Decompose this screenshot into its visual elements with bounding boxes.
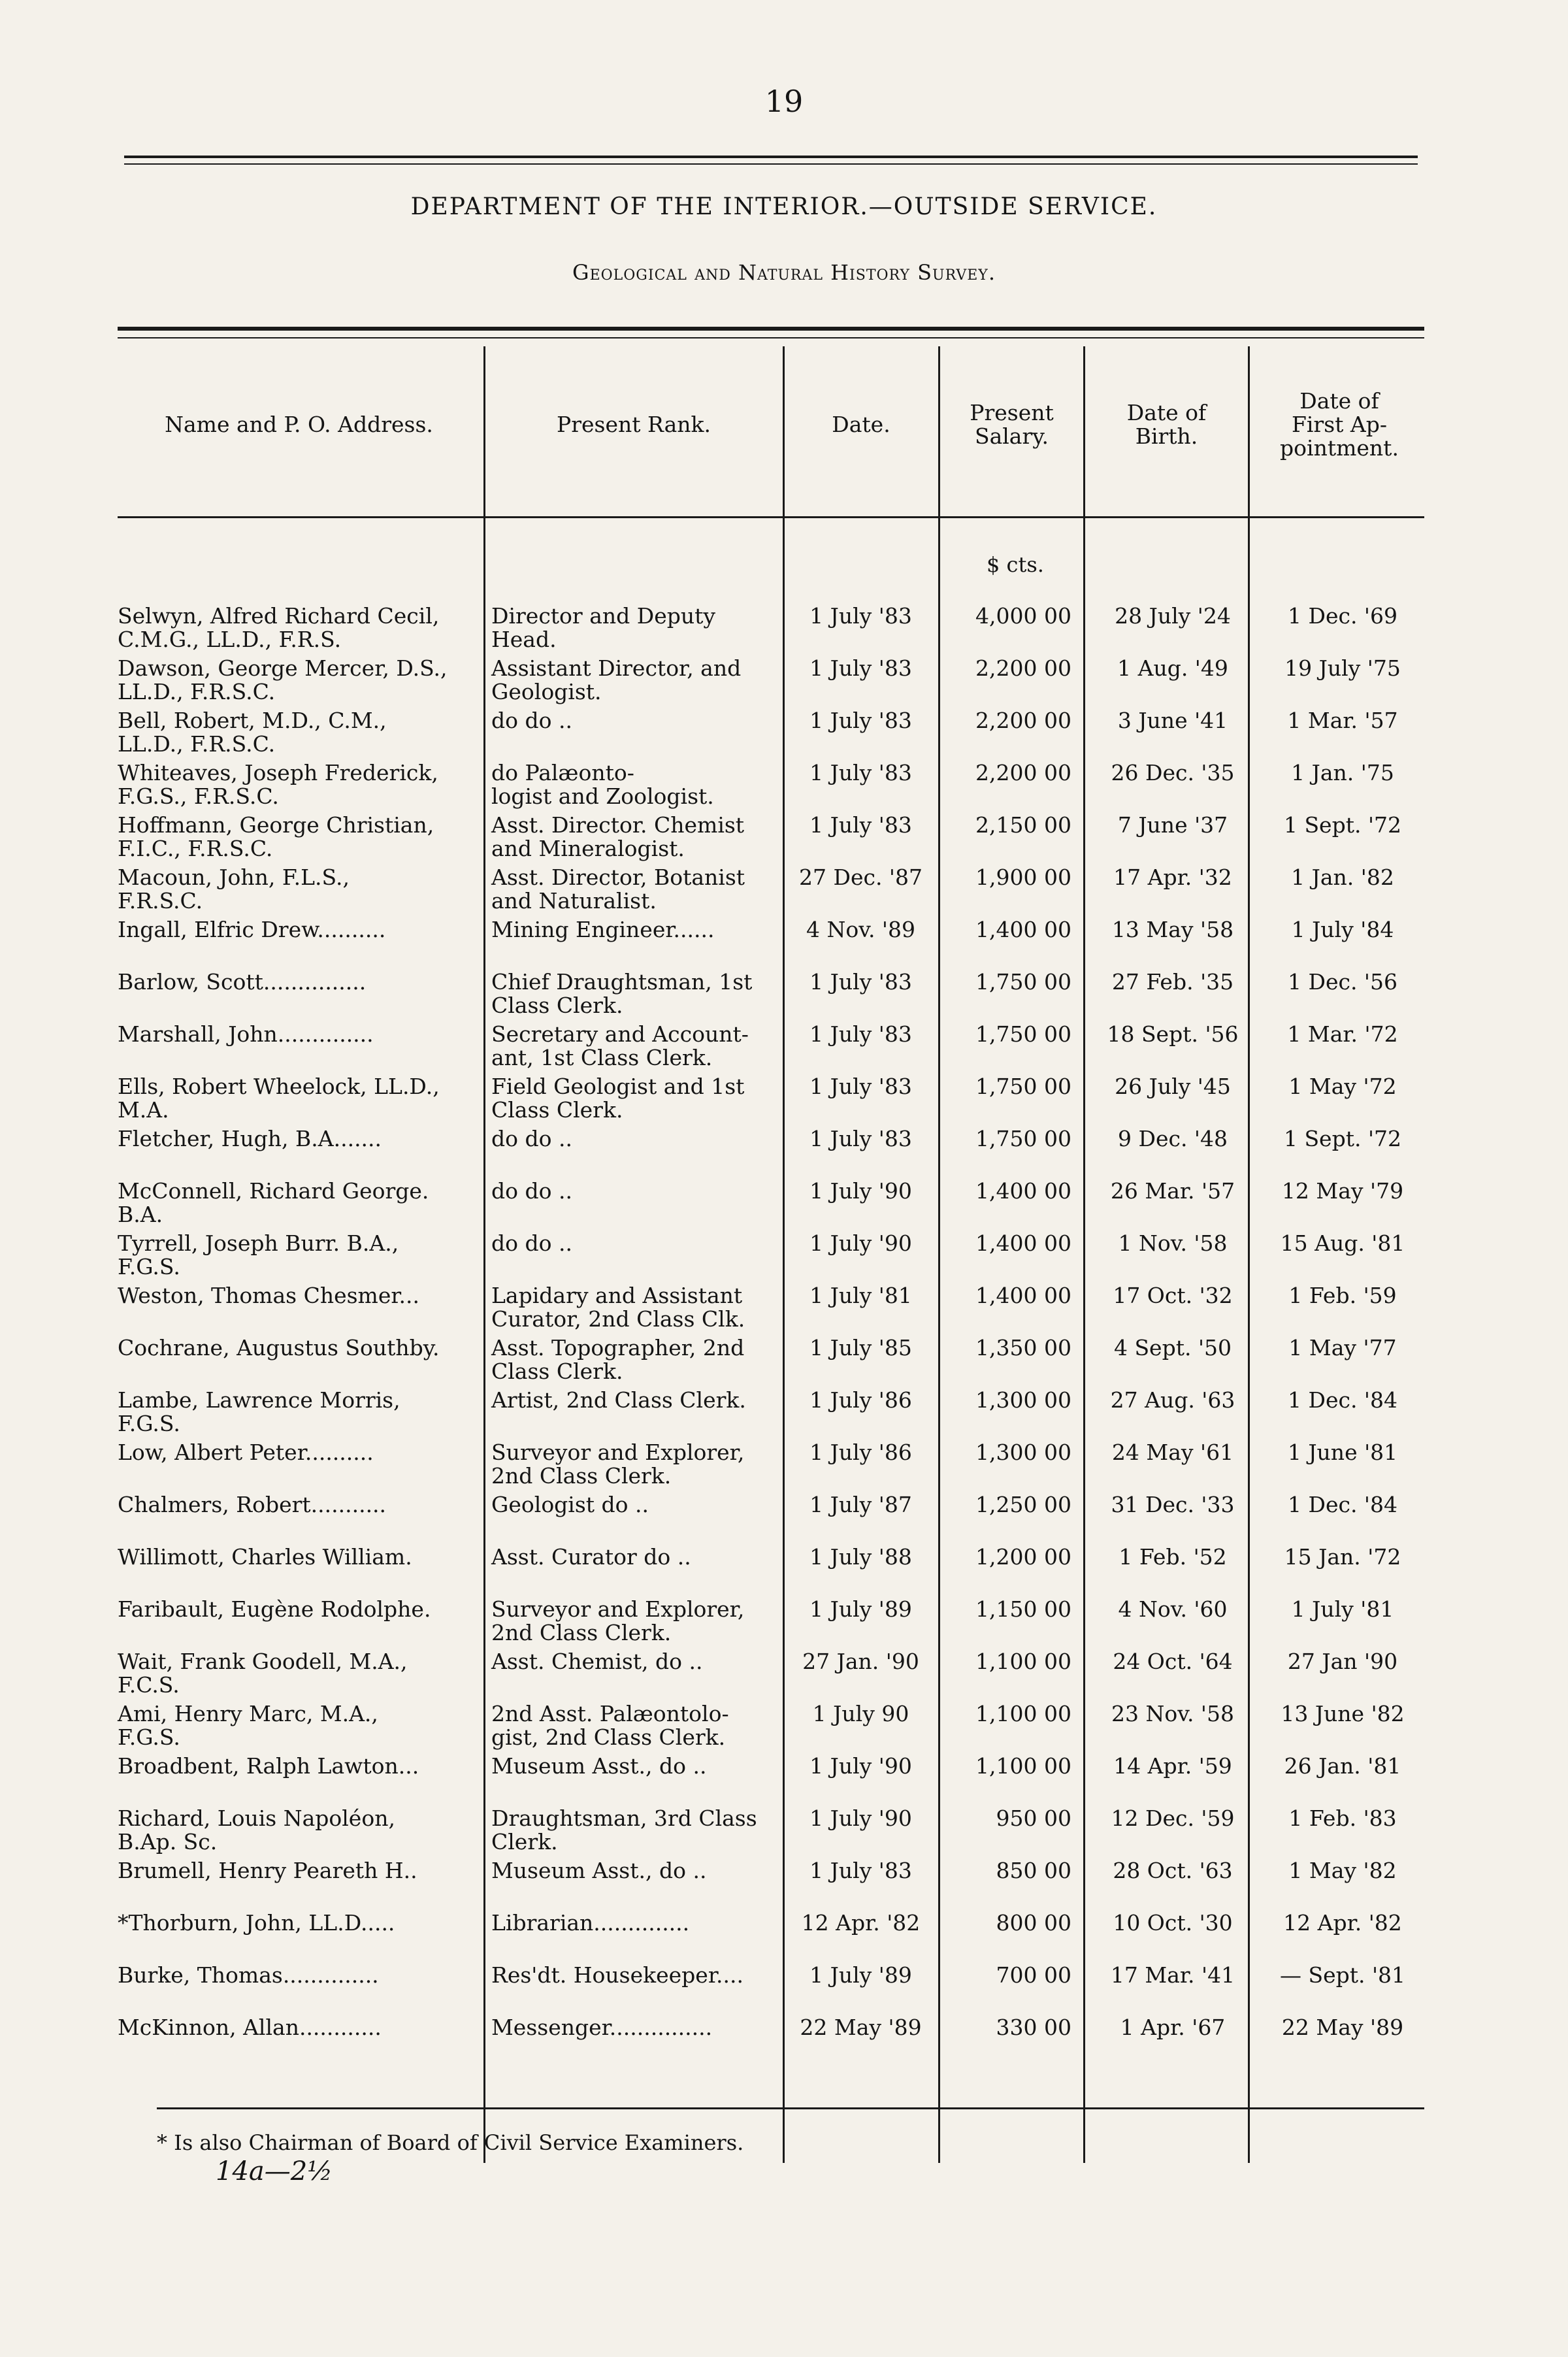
header-first-appointment: Date of First Ap- pointment. bbox=[1280, 388, 1399, 461]
row-date: 1 July '88 bbox=[809, 1544, 912, 1570]
row-name: Low, Albert Peter.......... bbox=[118, 1440, 374, 1465]
table-row bbox=[0, 970, 1568, 1023]
row-birth-date: 24 May '61 bbox=[1111, 1440, 1234, 1465]
row-first-appointment: 19 July '75 bbox=[1284, 655, 1401, 681]
row-rank: Asst. Director. Chemist and Mineralogist. bbox=[491, 812, 745, 861]
header-birth: Date of Birth. bbox=[1126, 400, 1207, 449]
table-row bbox=[0, 1493, 1568, 1545]
row-first-appointment: 12 Apr. '82 bbox=[1283, 1910, 1402, 1936]
row-birth-date: 1 Apr. '67 bbox=[1120, 2015, 1226, 2040]
header-rule-bottom bbox=[118, 516, 1424, 518]
table-row bbox=[0, 1441, 1568, 1493]
row-salary: 1,300 00 bbox=[975, 1440, 1071, 1465]
row-name: Wait, Frank Goodell, M.A., F.C.S. bbox=[118, 1649, 408, 1698]
table-row bbox=[0, 1650, 1568, 1702]
table-row bbox=[0, 1545, 1568, 1598]
page-number: 19 bbox=[764, 84, 804, 119]
table-row bbox=[0, 918, 1568, 970]
header-rule-top bbox=[118, 327, 1424, 331]
row-date: 1 July '83 bbox=[809, 812, 912, 838]
row-rank: Director and Deputy Head. bbox=[491, 603, 716, 652]
row-rank: 2nd Asst. Palæontolo- gist, 2nd Class Clerk. bbox=[491, 1701, 729, 1750]
row-name: Burke, Thomas.............. bbox=[118, 1962, 379, 1988]
row-date: 1 July '83 bbox=[809, 1858, 912, 1883]
row-name: Ells, Robert Wheelock, LL.D., M.A. bbox=[118, 1074, 440, 1123]
row-rank: Res'dt. Housekeeper.... bbox=[491, 1962, 743, 1988]
row-rank: Assistant Director, and Geologist. bbox=[491, 655, 742, 704]
row-salary: 2,200 00 bbox=[975, 655, 1071, 681]
row-first-appointment: 1 July '81 bbox=[1291, 1596, 1394, 1622]
table-row bbox=[0, 657, 1568, 709]
row-name: McConnell, Richard George. B.A. bbox=[118, 1178, 429, 1227]
table-row bbox=[0, 1859, 1568, 1911]
row-date: 1 July '83 bbox=[809, 1021, 912, 1047]
top-rule-thin bbox=[124, 163, 1418, 165]
row-birth-date: 27 Aug. '63 bbox=[1110, 1387, 1235, 1413]
table-row bbox=[0, 866, 1568, 918]
row-date: 1 July '85 bbox=[809, 1335, 912, 1360]
row-birth-date: 12 Dec. '59 bbox=[1111, 1805, 1235, 1831]
page-title: DEPARTMENT OF THE INTERIOR.—OUTSIDE SERVICE. bbox=[410, 193, 1158, 220]
row-first-appointment: 1 Jan. '82 bbox=[1291, 865, 1394, 890]
row-name: Barlow, Scott............... bbox=[118, 969, 367, 995]
row-birth-date: 4 Sept. '50 bbox=[1113, 1335, 1232, 1360]
row-name: Brumell, Henry Peareth H.. bbox=[118, 1858, 417, 1883]
row-salary: 330 00 bbox=[996, 2015, 1071, 2040]
row-salary: 2,200 00 bbox=[975, 708, 1071, 733]
row-date: 1 July '89 bbox=[809, 1596, 912, 1622]
table-row bbox=[0, 1075, 1568, 1127]
row-birth-date: 17 Mar. '41 bbox=[1110, 1962, 1235, 1988]
table-row bbox=[0, 1232, 1568, 1284]
row-first-appointment: 22 May '89 bbox=[1281, 2015, 1404, 2040]
row-salary: 1,100 00 bbox=[975, 1649, 1071, 1674]
row-rank: Messenger............... bbox=[491, 2015, 713, 2040]
row-salary: 1,750 00 bbox=[975, 969, 1071, 995]
row-birth-date: 1 Aug. '49 bbox=[1117, 655, 1228, 681]
row-salary: 1,250 00 bbox=[975, 1492, 1071, 1517]
row-name: Selwyn, Alfred Richard Cecil, C.M.G., LL.D., F.R.S. bbox=[118, 603, 440, 652]
row-first-appointment: 1 Mar. '57 bbox=[1287, 708, 1398, 733]
row-rank: Field Geologist and 1st Class Clerk. bbox=[491, 1074, 745, 1123]
row-salary: 1,400 00 bbox=[975, 1230, 1071, 1256]
row-name: Lambe, Lawrence Morris, F.G.S. bbox=[118, 1387, 400, 1436]
row-salary: 1,750 00 bbox=[975, 1126, 1071, 1151]
row-rank: Mining Engineer...... bbox=[491, 917, 715, 942]
row-date: 1 July '90 bbox=[809, 1178, 912, 1204]
row-name: Richard, Louis Napoléon, B.Ap. Sc. bbox=[118, 1805, 395, 1854]
row-name: *Thorburn, John, LL.D..... bbox=[118, 1910, 395, 1936]
row-first-appointment: 12 May '79 bbox=[1281, 1178, 1404, 1204]
row-first-appointment: 1 June '81 bbox=[1287, 1440, 1398, 1465]
row-date: 22 May '89 bbox=[800, 2015, 922, 2040]
row-first-appointment: 1 Sept. '72 bbox=[1283, 812, 1402, 838]
row-birth-date: 1 Nov. '58 bbox=[1118, 1230, 1228, 1256]
row-salary: 800 00 bbox=[996, 1910, 1071, 1936]
row-birth-date: 17 Apr. '32 bbox=[1113, 865, 1232, 890]
table-row bbox=[0, 709, 1568, 761]
row-rank: do do .. bbox=[491, 708, 572, 733]
row-name: Ami, Henry Marc, M.A., F.G.S. bbox=[118, 1701, 378, 1750]
header-rank: Present Rank. bbox=[557, 412, 711, 437]
table-row bbox=[0, 2016, 1568, 2068]
row-birth-date: 26 Dec. '35 bbox=[1111, 760, 1235, 785]
row-rank: Museum Asst., do .. bbox=[491, 1858, 707, 1883]
page-subtitle: Geological and Natural History Survey. bbox=[572, 260, 996, 285]
row-date: 1 July '83 bbox=[809, 760, 912, 785]
row-name: Weston, Thomas Chesmer... bbox=[118, 1283, 419, 1308]
row-rank: Museum Asst., do .. bbox=[491, 1753, 707, 1779]
row-birth-date: 28 July '24 bbox=[1115, 603, 1231, 629]
row-salary: 2,150 00 bbox=[975, 812, 1071, 838]
row-date: 1 July '90 bbox=[809, 1753, 912, 1779]
row-birth-date: 28 Oct. '63 bbox=[1113, 1858, 1233, 1883]
row-salary: 1,750 00 bbox=[975, 1021, 1071, 1047]
row-date: 27 Dec. '87 bbox=[799, 865, 923, 890]
table-row bbox=[0, 1911, 1568, 1964]
row-rank: Surveyor and Explorer, 2nd Class Clerk. bbox=[491, 1596, 745, 1645]
row-rank: do Palæonto- logist and Zoologist. bbox=[491, 760, 714, 809]
row-name: Marshall, John.............. bbox=[118, 1021, 374, 1047]
row-name: Ingall, Elfric Drew.......... bbox=[118, 917, 386, 942]
row-birth-date: 14 Apr. '59 bbox=[1113, 1753, 1232, 1779]
row-salary: 1,100 00 bbox=[975, 1701, 1071, 1726]
row-date: 12 Apr. '82 bbox=[801, 1910, 921, 1936]
row-salary: 1,400 00 bbox=[975, 1283, 1071, 1308]
header-salary: Present Salary. bbox=[970, 400, 1054, 449]
row-rank: do do .. bbox=[491, 1230, 572, 1256]
row-first-appointment: 1 Dec. '84 bbox=[1288, 1492, 1397, 1517]
row-date: 1 July '83 bbox=[809, 1126, 912, 1151]
row-name: Chalmers, Robert........... bbox=[118, 1492, 387, 1517]
row-date: 1 July '83 bbox=[809, 603, 912, 629]
row-first-appointment: 1 July '84 bbox=[1291, 917, 1394, 942]
row-first-appointment: 1 Feb. '59 bbox=[1288, 1283, 1397, 1308]
row-name: Cochrane, Augustus Southby. bbox=[118, 1335, 440, 1360]
row-name: Tyrrell, Joseph Burr. B.A., F.G.S. bbox=[118, 1230, 399, 1279]
row-birth-date: 7 June '37 bbox=[1117, 812, 1228, 838]
footnote: * Is also Chairman of Board of Civil Service Examiners. bbox=[157, 2130, 744, 2155]
row-birth-date: 10 Oct. '30 bbox=[1113, 1910, 1233, 1936]
row-salary: 700 00 bbox=[996, 1962, 1071, 1988]
row-name: Whiteaves, Joseph Frederick, F.G.S., F.R.S.C. bbox=[118, 760, 438, 809]
row-first-appointment: 1 Jan. '75 bbox=[1291, 760, 1394, 785]
row-first-appointment: 13 June '82 bbox=[1281, 1701, 1405, 1726]
row-date: 4 Nov. '89 bbox=[806, 917, 915, 942]
row-rank: do do .. bbox=[491, 1126, 572, 1151]
row-birth-date: 24 Oct. '64 bbox=[1113, 1649, 1233, 1674]
row-first-appointment: 1 May '77 bbox=[1288, 1335, 1397, 1360]
row-name: McKinnon, Allan............ bbox=[118, 2015, 382, 2040]
table-bottom-rule bbox=[157, 2107, 1424, 2109]
row-first-appointment: 26 Jan. '81 bbox=[1284, 1753, 1401, 1779]
table-row bbox=[0, 604, 1568, 657]
row-date: 1 July '86 bbox=[809, 1387, 912, 1413]
row-first-appointment: 1 Dec. '56 bbox=[1288, 969, 1397, 995]
row-salary: 1,100 00 bbox=[975, 1753, 1071, 1779]
row-salary: 1,400 00 bbox=[975, 917, 1071, 942]
row-birth-date: 1 Feb. '52 bbox=[1119, 1544, 1227, 1570]
header-rule-top-thin bbox=[118, 337, 1424, 338]
row-date: 1 July '83 bbox=[809, 655, 912, 681]
row-rank: Asst. Topographer, 2nd Class Clerk. bbox=[491, 1335, 745, 1384]
row-date: 1 July '90 bbox=[809, 1230, 912, 1256]
top-rule bbox=[124, 156, 1418, 158]
row-salary: 1,300 00 bbox=[975, 1387, 1071, 1413]
row-birth-date: 3 June '41 bbox=[1117, 708, 1228, 733]
row-date: 1 July '81 bbox=[809, 1283, 912, 1308]
row-date: 1 July '83 bbox=[809, 708, 912, 733]
row-rank: Librarian.............. bbox=[491, 1910, 690, 1936]
table-row bbox=[0, 1598, 1568, 1650]
row-salary: 1,150 00 bbox=[975, 1596, 1071, 1622]
row-rank: Artist, 2nd Class Clerk. bbox=[491, 1387, 746, 1413]
row-first-appointment: 1 Sept. '72 bbox=[1283, 1126, 1402, 1151]
row-birth-date: 31 Dec. '33 bbox=[1111, 1492, 1235, 1517]
table-row bbox=[0, 1284, 1568, 1336]
row-rank: do do .. bbox=[491, 1178, 572, 1204]
row-salary: 1,750 00 bbox=[975, 1074, 1071, 1099]
row-birth-date: 13 May '58 bbox=[1111, 917, 1234, 942]
table-row bbox=[0, 1179, 1568, 1232]
table-row bbox=[0, 761, 1568, 814]
row-salary: 850 00 bbox=[996, 1858, 1071, 1883]
row-rank: Asst. Curator do .. bbox=[491, 1544, 691, 1570]
row-rank: Asst. Director, Botanist and Naturalist. bbox=[491, 865, 745, 914]
row-date: 1 July '83 bbox=[809, 1074, 912, 1099]
row-salary: 2,200 00 bbox=[975, 760, 1071, 785]
table-row bbox=[0, 1702, 1568, 1755]
row-first-appointment: 1 May '82 bbox=[1288, 1858, 1397, 1883]
row-first-appointment: 1 Mar. '72 bbox=[1287, 1021, 1398, 1047]
header-name: Name and P. O. Address. bbox=[165, 412, 433, 437]
row-rank: Draughtsman, 3rd Class Clerk. bbox=[491, 1805, 757, 1854]
row-date: 1 July '83 bbox=[809, 969, 912, 995]
row-rank: Secretary and Account- ant, 1st Class Clerk. bbox=[491, 1021, 749, 1070]
row-birth-date: 18 Sept. '56 bbox=[1107, 1021, 1239, 1047]
row-name: Hoffmann, George Christian, F.I.C., F.R.S.C. bbox=[118, 812, 434, 861]
row-date: 27 Jan. '90 bbox=[802, 1649, 919, 1674]
row-rank: Chief Draughtsman, 1st Class Clerk. bbox=[491, 969, 753, 1018]
row-birth-date: 23 Nov. '58 bbox=[1111, 1701, 1234, 1726]
row-first-appointment: 1 Dec. '69 bbox=[1288, 603, 1397, 629]
row-birth-date: 9 Dec. '48 bbox=[1118, 1126, 1228, 1151]
header-date: Date. bbox=[832, 412, 890, 437]
row-date: 1 July '86 bbox=[809, 1440, 912, 1465]
row-date: 1 July '87 bbox=[809, 1492, 912, 1517]
row-first-appointment: 1 Feb. '83 bbox=[1288, 1805, 1397, 1831]
row-rank: Lapidary and Assistant Curator, 2nd Class Clk. bbox=[491, 1283, 745, 1332]
row-salary: 4,000 00 bbox=[975, 603, 1071, 629]
row-birth-date: 4 Nov. '60 bbox=[1118, 1596, 1228, 1622]
table-row bbox=[0, 1127, 1568, 1179]
table-row bbox=[0, 1389, 1568, 1441]
row-name: Dawson, George Mercer, D.S., LL.D., F.R.S.C. bbox=[118, 655, 448, 704]
row-birth-date: 26 July '45 bbox=[1115, 1074, 1231, 1099]
row-name: Fletcher, Hugh, B.A....... bbox=[118, 1126, 382, 1151]
row-rank: Surveyor and Explorer, 2nd Class Clerk. bbox=[491, 1440, 745, 1489]
table-row bbox=[0, 1964, 1568, 2016]
row-name: Willimott, Charles William. bbox=[118, 1544, 412, 1570]
row-salary: 950 00 bbox=[996, 1805, 1071, 1831]
row-date: 1 July '90 bbox=[809, 1805, 912, 1831]
signature-mark: 14a—2½ bbox=[216, 2156, 333, 2186]
row-first-appointment: 1 Dec. '84 bbox=[1288, 1387, 1397, 1413]
row-first-appointment: 15 Aug. '81 bbox=[1280, 1230, 1405, 1256]
row-date: 1 July '89 bbox=[809, 1962, 912, 1988]
row-salary: 1,400 00 bbox=[975, 1178, 1071, 1204]
row-rank: Asst. Chemist, do .. bbox=[491, 1649, 703, 1674]
row-name: Macoun, John, F.L.S., F.R.S.C. bbox=[118, 865, 350, 914]
row-name: Bell, Robert, M.D., C.M., LL.D., F.R.S.C. bbox=[118, 708, 387, 757]
table-row bbox=[0, 1336, 1568, 1389]
table-row bbox=[0, 1755, 1568, 1807]
row-salary: 1,200 00 bbox=[975, 1544, 1071, 1570]
row-birth-date: 17 Oct. '32 bbox=[1113, 1283, 1233, 1308]
table-row bbox=[0, 1807, 1568, 1859]
row-rank: Geologist do .. bbox=[491, 1492, 649, 1517]
row-first-appointment: 1 May '72 bbox=[1288, 1074, 1397, 1099]
row-birth-date: 26 Mar. '57 bbox=[1110, 1178, 1235, 1204]
row-name: Faribault, Eugène Rodolphe. bbox=[118, 1596, 431, 1622]
row-salary: 1,350 00 bbox=[975, 1335, 1071, 1360]
row-date: 1 July 90 bbox=[812, 1701, 909, 1726]
row-first-appointment: — Sept. '81 bbox=[1279, 1962, 1406, 1988]
row-first-appointment: 15 Jan. '72 bbox=[1284, 1544, 1401, 1570]
row-salary: 1,900 00 bbox=[975, 865, 1071, 890]
table-row bbox=[0, 814, 1568, 866]
row-first-appointment: 27 Jan '90 bbox=[1287, 1649, 1398, 1674]
table-row bbox=[0, 1023, 1568, 1075]
salary-units: $ cts. bbox=[987, 552, 1044, 577]
row-birth-date: 27 Feb. '35 bbox=[1111, 969, 1234, 995]
row-name: Broadbent, Ralph Lawton... bbox=[118, 1753, 419, 1779]
